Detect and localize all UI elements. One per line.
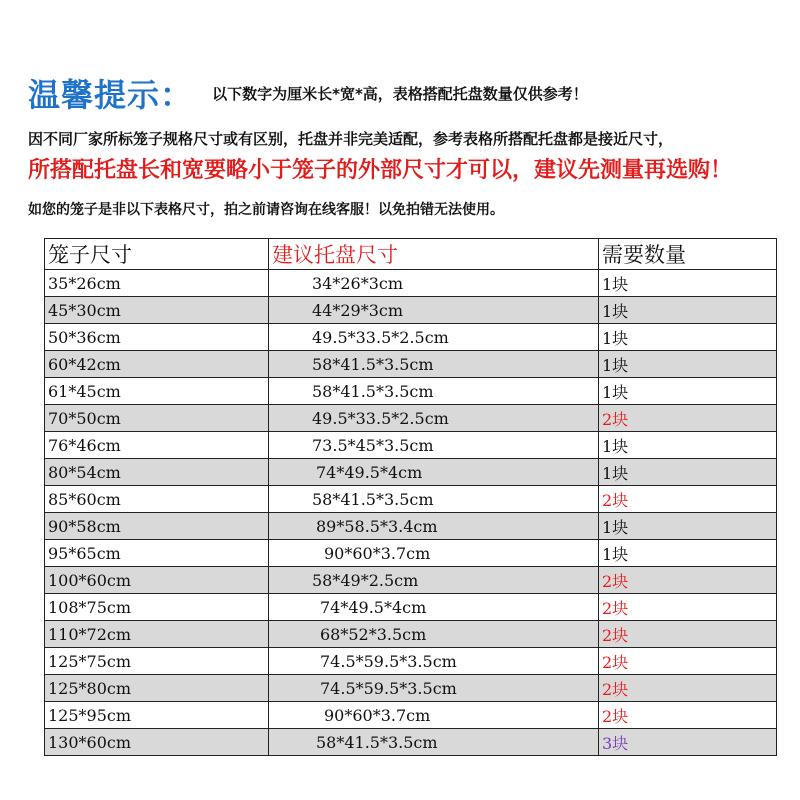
quantity-cell: 2块: [599, 594, 777, 621]
warm-tip-title: 温馨提示：: [28, 76, 194, 114]
tray-size-text: 44*29*3cm: [312, 300, 404, 320]
tray-size-cell: [269, 459, 599, 486]
quantity-cell: 1块: [599, 351, 777, 378]
tray-size-text: 34*26*3cm: [312, 273, 404, 293]
tray-size-text: 90*60*3.7cm: [324, 705, 431, 725]
cage-size-cell: 108*75cm: [45, 594, 269, 621]
quantity-cell: 3块: [599, 729, 777, 756]
table-row: [45, 675, 777, 702]
tray-size-text: 58*41.5*3.5cm: [312, 381, 434, 401]
tray-size-cell: [269, 378, 599, 405]
note-measure-first: 所搭配托盘长和宽要略小于笼子的外部尺寸才可以，建议先测量再选购！: [28, 158, 733, 183]
quantity-cell: 1块: [599, 324, 777, 351]
quantity-cell: 1块: [599, 513, 777, 540]
table-row: [45, 648, 777, 675]
tray-size-cell: [269, 324, 599, 351]
tray-size-text: 58*41.5*3.5cm: [312, 354, 434, 374]
cage-size-cell: 125*80cm: [45, 675, 269, 702]
quantity-cell: 2块: [599, 702, 777, 729]
cage-size-cell: 95*65cm: [45, 540, 269, 567]
tray-size-text: 89*58.5*3.4cm: [316, 516, 438, 536]
tray-size-cell: [269, 513, 599, 540]
quantity-cell: 2块: [599, 675, 777, 702]
tray-size-cell: [269, 405, 599, 432]
tray-size-text: 73.5*45*3.5cm: [312, 435, 434, 455]
header-cage-size: 笼子尺寸: [45, 239, 269, 270]
tray-size-cell: [269, 621, 599, 648]
table-row: [45, 459, 777, 486]
quantity-cell: 2块: [599, 486, 777, 513]
table-row: [45, 729, 777, 756]
note-size-difference: 因不同厂家所标笼子规格尺寸或有区别，托盘并非完美适配，参考表格所搭配托盘都是接近尺寸，: [28, 130, 674, 148]
cage-size-cell: 60*42cm: [45, 351, 269, 378]
tray-size-cell: [269, 729, 599, 756]
tray-size-text: 49.5*33.5*2.5cm: [312, 327, 449, 347]
quantity-cell: 1块: [599, 270, 777, 297]
table-header-row: [45, 239, 777, 270]
tray-size-text: 74.5*59.5*3.5cm: [320, 678, 457, 698]
tray-size-cell: [269, 351, 599, 378]
tray-size-text: 74*49.5*4cm: [320, 597, 427, 617]
quantity-cell: 2块: [599, 621, 777, 648]
warm-tip-header: [28, 70, 588, 116]
tray-size-cell: [269, 675, 599, 702]
table-row: [45, 432, 777, 459]
cage-size-cell: 61*45cm: [45, 378, 269, 405]
cage-size-cell: 90*58cm: [45, 513, 269, 540]
table-row: [45, 702, 777, 729]
tray-size-text: 68*52*3.5cm: [320, 624, 427, 644]
cage-size-cell: 110*72cm: [45, 621, 269, 648]
quantity-cell: 1块: [599, 378, 777, 405]
cage-size-cell: 70*50cm: [45, 405, 269, 432]
tray-size-text: 49.5*33.5*2.5cm: [312, 408, 449, 428]
tray-size-text: 74*49.5*4cm: [316, 462, 423, 482]
cage-size-cell: 100*60cm: [45, 567, 269, 594]
header-suggested-tray-size: 建议托盘尺寸: [269, 239, 599, 270]
table-row: [45, 405, 777, 432]
table-row: [45, 513, 777, 540]
cage-size-cell: 35*26cm: [45, 270, 269, 297]
quantity-cell: 1块: [599, 297, 777, 324]
cage-size-cell: 85*60cm: [45, 486, 269, 513]
tray-size-cell: [269, 540, 599, 567]
tray-size-cell: [269, 486, 599, 513]
table-row: [45, 567, 777, 594]
tray-size-text: 58*41.5*3.5cm: [312, 489, 434, 509]
tray-size-cell: [269, 432, 599, 459]
quantity-cell: 1块: [599, 540, 777, 567]
tray-size-text: 90*60*3.7cm: [324, 543, 431, 563]
table-row: [45, 297, 777, 324]
cage-size-cell: 130*60cm: [45, 729, 269, 756]
table-row: [45, 621, 777, 648]
cage-size-cell: 125*95cm: [45, 702, 269, 729]
tray-size-cell: [269, 702, 599, 729]
quantity-cell: 2块: [599, 405, 777, 432]
tray-size-cell: [269, 270, 599, 297]
cage-size-cell: 45*30cm: [45, 297, 269, 324]
table-row: [45, 486, 777, 513]
quantity-cell: 2块: [599, 567, 777, 594]
tray-size-text: 58*41.5*3.5cm: [316, 732, 438, 752]
table-row: [45, 324, 777, 351]
warm-tip-subtitle: 以下数字为厘米长*宽*高，表格搭配托盘数量仅供参考！: [212, 84, 588, 103]
header-quantity: 需要数量: [599, 239, 777, 270]
table-row: [45, 270, 777, 297]
cage-size-cell: 76*46cm: [45, 432, 269, 459]
quantity-cell: 1块: [599, 432, 777, 459]
table-row: [45, 540, 777, 567]
table-row: [45, 594, 777, 621]
tray-size-cell: [269, 567, 599, 594]
table-row: [45, 378, 777, 405]
tray-size-cell: [269, 297, 599, 324]
cage-size-cell: 125*75cm: [45, 648, 269, 675]
size-reference-table: [44, 238, 777, 756]
tray-size-text: 74.5*59.5*3.5cm: [320, 651, 457, 671]
quantity-cell: 1块: [599, 459, 777, 486]
tray-size-cell: [269, 648, 599, 675]
tray-size-text: 58*49*2.5cm: [312, 570, 419, 590]
quantity-cell: 2块: [599, 648, 777, 675]
cage-size-cell: 80*54cm: [45, 459, 269, 486]
table-row: [45, 351, 777, 378]
note-consult-service: 如您的笼子是非以下表格尺寸，拍之前请咨询在线客服！以免拍错无法使用。: [28, 202, 504, 218]
cage-size-cell: 50*36cm: [45, 324, 269, 351]
tray-size-cell: [269, 594, 599, 621]
